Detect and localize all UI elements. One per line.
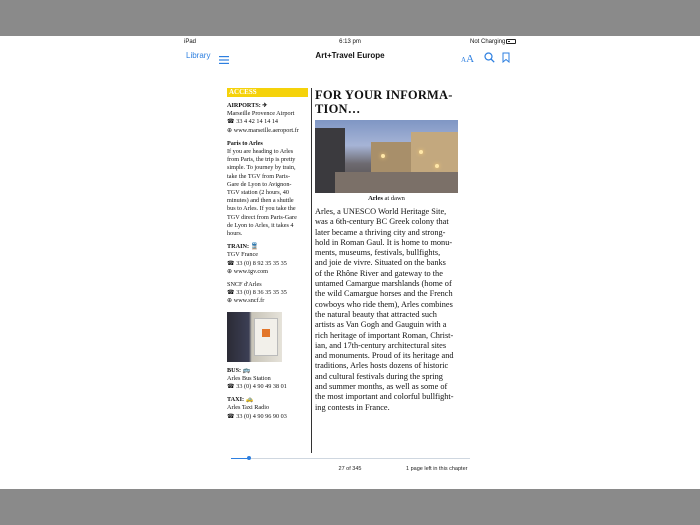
battery-icon (506, 39, 516, 44)
scrubber-knob[interactable] (247, 456, 251, 460)
body-line: and monuments. Proud of its heritage and (315, 351, 454, 361)
body-line: was a 6th-century BC Greek colony that (315, 217, 449, 227)
charging-status: Not Charging (470, 39, 506, 45)
bus-section (227, 367, 308, 392)
airport-website[interactable]: ⊕ www.marseille.aeroport.fr (227, 126, 299, 134)
scrubber-fill (231, 458, 248, 459)
reader-toolbar (0, 48, 700, 64)
taxi-name: Arles Taxi Radio (227, 404, 270, 412)
bus-phone: ☎ 33 (0) 4 90 49 38 01 (227, 383, 287, 391)
bus-name: Arles Bus Station (227, 374, 271, 382)
bus-heading: BUS: 🚌 (227, 366, 251, 374)
pages-left-in-chapter: 1 page left in this chapter (406, 466, 468, 472)
street-lamp (435, 164, 439, 168)
sncf-phone: ☎ 33 (0) 8 36 35 35 35 (227, 289, 287, 297)
page-scrubber[interactable] (231, 458, 470, 459)
sncf-website[interactable]: ⊕ www.sncf.fr (227, 297, 265, 305)
sncf-section (227, 281, 308, 306)
sign-logo (262, 329, 270, 337)
font-large-icon: A (466, 53, 475, 65)
taxi-section (227, 396, 308, 421)
paris-line: take the TGV from Paris- (227, 172, 291, 180)
body-line: ments, museums, festivals, bullfights, (315, 248, 441, 258)
heading-line-1: FOR YOUR INFORMA- (315, 88, 453, 102)
body-line: Arles, a UNESCO World Heritage Site, (315, 207, 447, 216)
body-line: ian, and 17th-century architectural sites (315, 340, 447, 350)
paris-line: hours. (227, 230, 243, 238)
body-line: later became a thriving city and strong- (315, 227, 446, 237)
clock: 6:13 pm (339, 39, 361, 45)
ibooks-screen (0, 36, 700, 489)
font-size-button[interactable] (461, 49, 474, 67)
airports-section (227, 102, 308, 135)
paris-line: If you are heading to Arles (227, 148, 294, 156)
main-column (315, 88, 473, 413)
heading-line-2: TION… (315, 102, 361, 116)
body-line: the most important and colorful bullfight- (315, 392, 454, 402)
paris-line: simple. To journey by train, (227, 164, 296, 172)
paris-line: TGV station (2 hours, 40 (227, 189, 289, 197)
paris-line: bus to Arles. If you take the (227, 205, 296, 213)
arles-photo[interactable] (315, 120, 458, 193)
access-sidebar (227, 88, 308, 421)
book-title: Art+Travel Europe (315, 51, 385, 60)
body-line: ing contests in France. (315, 402, 390, 412)
street-lamp (381, 154, 385, 158)
paris-line: TGV direct from Paris-Gare (227, 213, 297, 221)
font-small-icon: A (461, 56, 467, 64)
taxi-phone: ☎ 33 (0) 4 90 96 90 03 (227, 412, 287, 420)
body-line: artists as Van Gogh and Gauguin with a (315, 320, 447, 330)
bookmark-icon[interactable] (502, 50, 510, 68)
train-section (227, 243, 308, 276)
paris-line: de Lyon to Arles, it takes 4 (227, 221, 294, 229)
taxi-heading: TAXI: 🚕 (227, 396, 254, 404)
tgv-name: TGV France (227, 251, 258, 259)
body-line: rich heritage of important Roman, Christ- (315, 330, 454, 340)
paris-section (227, 140, 308, 238)
access-banner: ACCESS (227, 88, 308, 97)
library-button[interactable]: Library (186, 51, 211, 60)
body-line: the wild Camargue horses and the French (315, 289, 453, 299)
status-bar (0, 36, 700, 47)
street-lamp (419, 150, 423, 154)
body-line: the natural beauty that attracted such (315, 309, 437, 319)
section-heading (315, 88, 473, 116)
sncf-name: SNCF d'Arles (227, 281, 262, 289)
body-line: and cultural festivals during the spring (315, 371, 443, 381)
paris-heading: Paris to Arles (227, 139, 263, 147)
photo-caption (315, 195, 458, 202)
tgv-phone: ☎ 33 (0) 8 92 35 35 35 (227, 259, 287, 267)
body-line: untamed Camargue marshlands (home of (315, 279, 452, 289)
paris-line: minutes) and then a shuttle (227, 197, 294, 205)
airport-phone: ☎ 33 4 42 14 14 14 (227, 118, 279, 126)
station-sign (254, 318, 278, 356)
airport-name: Marseille Provence Airport (227, 110, 295, 118)
device-label: iPad (184, 39, 197, 45)
photo-street (335, 172, 458, 193)
page-number: 27 of 345 (338, 466, 362, 472)
body-line: traditions, Arles hosts dozens of historic (315, 361, 449, 371)
caption-bold: Arles (368, 195, 383, 202)
body-line: and joie de vivre. Situated on the banks (315, 258, 446, 268)
body-line: cowboys who ride them), Arles combines (315, 299, 453, 309)
body-line: and summer months, as well as some of (315, 382, 448, 392)
column-divider (311, 88, 312, 453)
train-heading: TRAIN: 🚆 (227, 243, 259, 251)
body-text (315, 207, 473, 413)
tgv-website[interactable]: ⊕ www.tgv.com (227, 267, 268, 275)
search-icon[interactable] (484, 50, 495, 68)
body-line: of the Rhône River and gateway to the (315, 268, 443, 278)
paris-line: from Paris, the trip is pretty (227, 156, 296, 164)
book-page (227, 88, 472, 460)
train-station-photo (227, 312, 282, 362)
airports-heading: AIRPORTS: ✈ (227, 102, 268, 109)
caption-text: at dawn (382, 195, 405, 202)
body-line: hold in Roman Gaul. It is home to monu- (315, 237, 453, 247)
paris-line: Gare de Lyon to Avignon- (227, 180, 292, 188)
